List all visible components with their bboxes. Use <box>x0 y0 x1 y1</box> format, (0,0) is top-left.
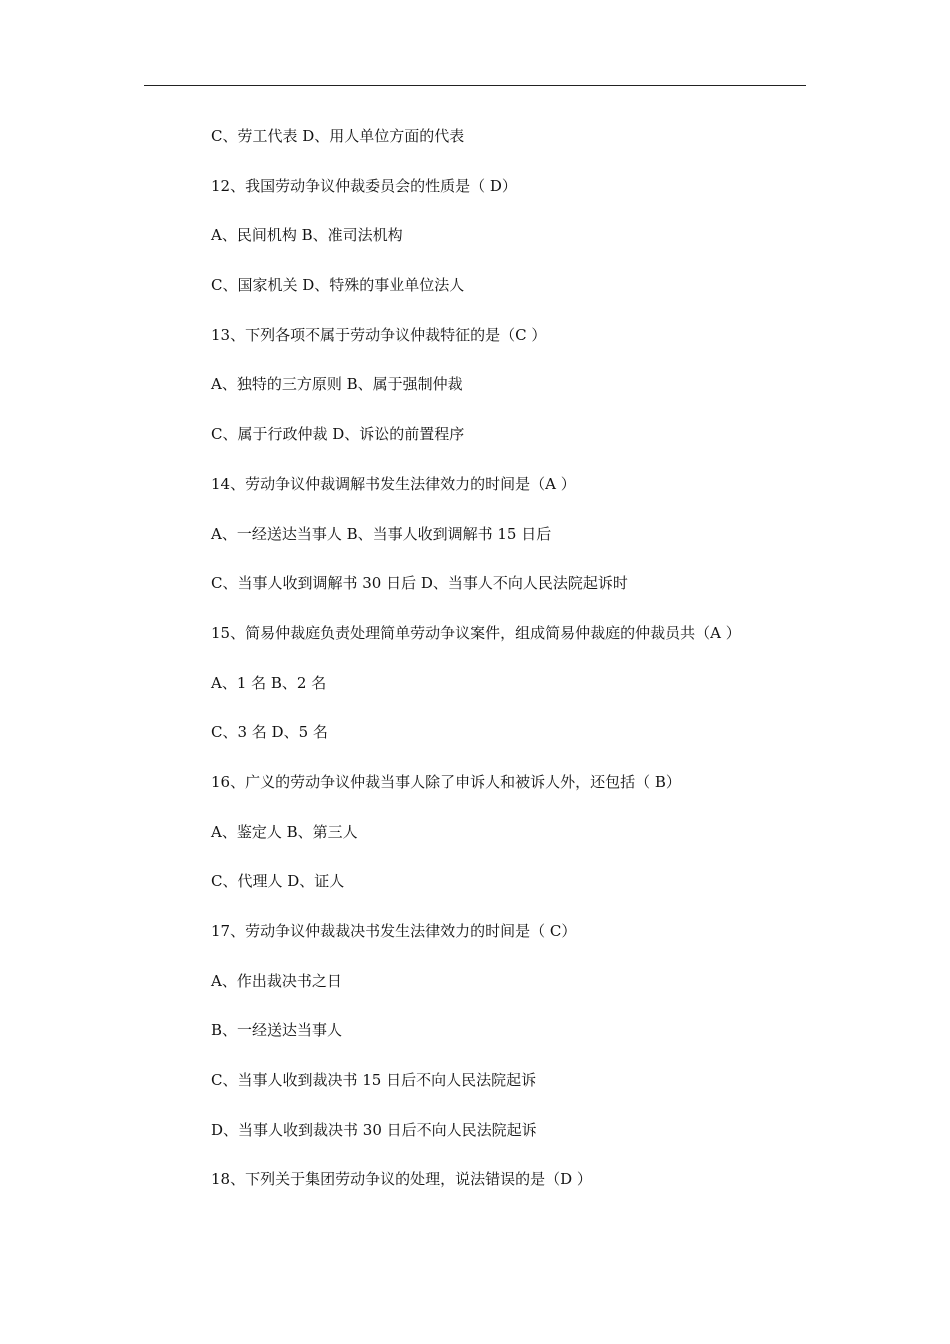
option-line: C、当事人收到调解书 30 日后 D、当事人不向人民法院起诉时 <box>211 574 628 593</box>
question-16: 16、广义的劳动争议仲裁当事人除了申诉人和被诉人外，还包括（ B） <box>211 772 681 791</box>
header-rule <box>144 85 806 86</box>
option-line: C、劳工代表 D、用人单位方面的代表 <box>211 127 465 145</box>
option-line: A、鉴定人 B、第三人 <box>211 822 358 841</box>
option-line: C、属于行政仲裁 D、诉讼的前置程序 <box>211 425 465 444</box>
option-line: D、当事人收到裁决书 30 日后不向人民法院起诉 <box>211 1120 537 1139</box>
option-line: C、当事人收到裁决书 15 日后不向人民法院起诉 <box>211 1071 537 1090</box>
option-line: A、作出裁决书之日 <box>211 971 342 990</box>
question-18: 18、下列关于集团劳动争议的处理，说法错误的是（D ） <box>211 1170 592 1189</box>
question-15: 15、简易仲裁庭负责处理简单劳动争议案件，组成简易仲裁庭的仲裁员共（A ） <box>211 623 741 642</box>
question-17: 17、劳动争议仲裁裁决书发生法律效力的时间是（ C） <box>211 922 577 940</box>
option-line: C、国家机关 D、特殊的事业单位法人 <box>211 276 465 295</box>
option-line: A、独特的三方原则 B、属于强制仲裁 <box>211 375 463 394</box>
question-12: 12、我国劳动争议仲裁委员会的性质是（ D） <box>211 176 517 195</box>
option-line: C、3 名 D、5 名 <box>211 723 328 742</box>
option-line: A、民间机构 B、准司法机构 <box>211 226 403 245</box>
option-line: B、一经送达当事人 <box>211 1021 343 1040</box>
document-body <box>211 122 811 1215</box>
option-line: A、1 名 B、2 名 <box>211 673 327 692</box>
question-13: 13、下列各项不属于劳动争议仲裁特征的是（C ） <box>211 325 547 344</box>
option-line: A、一经送达当事人 B、当事人收到调解书 15 日后 <box>211 524 552 543</box>
option-line: C、代理人 D、证人 <box>211 872 345 891</box>
question-14: 14、劳动争议仲裁调解书发生法律效力的时间是（A ） <box>211 474 576 493</box>
